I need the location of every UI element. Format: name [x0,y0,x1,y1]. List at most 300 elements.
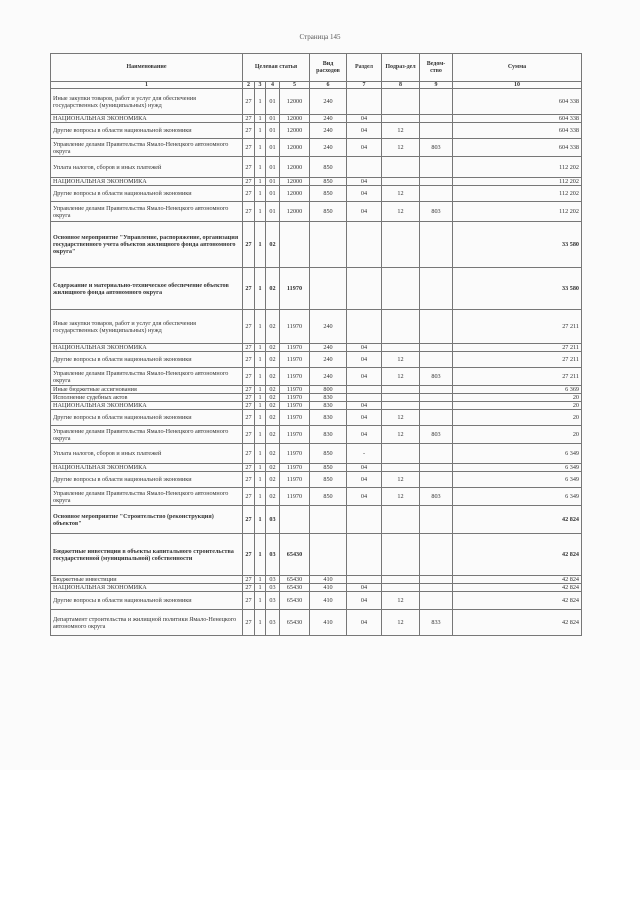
target-code-direction: 11970 [280,402,310,410]
target-code-event: 03 [266,534,280,576]
expense-type: 850 [310,157,347,178]
target-code-event: 02 [266,394,280,402]
department-code [420,444,453,464]
row-name: Другие вопросы в области национальной экономики [51,186,243,202]
target-code-direction: 11970 [280,410,310,426]
target-code-event: 02 [266,472,280,488]
target-code-event: 03 [266,610,280,636]
table-row [51,202,582,222]
table-row [51,222,582,268]
department-code [420,506,453,534]
table-row [51,139,582,157]
row-name: Другие вопросы в области национальной экономики [51,123,243,139]
section-code [347,576,382,584]
row-sum: 604 338 [453,139,582,157]
section-code: 04 [347,368,382,386]
expense-type [310,506,347,534]
target-code-event: 02 [266,222,280,268]
target-code-direction: 65430 [280,534,310,576]
target-code-subprogram: 1 [255,310,266,344]
target-code-subprogram: 1 [255,268,266,310]
section-code [347,268,382,310]
row-sum: 42 824 [453,576,582,584]
target-code-program: 27 [243,444,255,464]
target-code-subprogram: 1 [255,576,266,584]
department-code [420,310,453,344]
target-code-subprogram: 1 [255,123,266,139]
target-code-event: 01 [266,202,280,222]
target-code-direction: 11970 [280,426,310,444]
subsection-code [382,386,420,394]
target-code-program: 27 [243,368,255,386]
section-code: 04 [347,344,382,352]
subsection-code [382,89,420,115]
section-code [347,386,382,394]
target-code-subprogram: 1 [255,368,266,386]
section-code: 04 [347,123,382,139]
subsection-code [382,115,420,123]
department-code [420,584,453,592]
row-sum: 42 824 [453,534,582,576]
row-sum: 42 824 [453,592,582,610]
row-name: Уплата налогов, сборов и иных платежей [51,157,243,178]
department-code [420,592,453,610]
row-sum: 27 211 [453,310,582,344]
department-code [420,534,453,576]
target-code-direction: 65430 [280,610,310,636]
row-sum: 42 824 [453,506,582,534]
target-code-subprogram: 1 [255,506,266,534]
target-code-program: 27 [243,584,255,592]
table-row [51,488,582,506]
target-code-program: 27 [243,202,255,222]
row-name: Другие вопросы в области национальной экономики [51,592,243,610]
section-code: 04 [347,186,382,202]
col-number: 5 [280,82,310,89]
table-row [51,157,582,178]
target-code-subprogram: 1 [255,202,266,222]
department-code [420,222,453,268]
subsection-code [382,464,420,472]
budget-table [50,53,582,636]
target-code-direction: 11970 [280,268,310,310]
table-row [51,368,582,386]
expense-type: 240 [310,123,347,139]
section-code: 04 [347,610,382,636]
subsection-code: 12 [382,352,420,368]
target-code-direction: 11970 [280,310,310,344]
subsection-code: 12 [382,123,420,139]
table-row [51,268,582,310]
section-code: 04 [347,410,382,426]
section-code: 04 [347,115,382,123]
table-row [51,386,582,394]
table-row [51,506,582,534]
table-row [51,410,582,426]
expense-type: 240 [310,139,347,157]
department-code [420,352,453,368]
row-sum: 112 202 [453,178,582,186]
expense-type: 830 [310,402,347,410]
expense-type: 240 [310,368,347,386]
row-sum: 27 211 [453,344,582,352]
expense-type: 850 [310,186,347,202]
col-number: 8 [382,82,420,89]
target-code-program: 27 [243,123,255,139]
target-code-program: 27 [243,488,255,506]
target-code-direction: 12000 [280,157,310,178]
row-name: НАЦИОНАЛЬНАЯ ЭКОНОМИКА [51,178,243,186]
subsection-code [382,402,420,410]
target-code-subprogram: 1 [255,386,266,394]
department-code: 803 [420,139,453,157]
target-code-direction: 12000 [280,186,310,202]
target-code-direction: 65430 [280,584,310,592]
table-row [51,310,582,344]
target-code-event: 03 [266,506,280,534]
department-code [420,123,453,139]
target-code-event: 01 [266,123,280,139]
row-sum: 6 369 [453,386,582,394]
row-sum: 33 580 [453,268,582,310]
row-name: Управление делами Правительства Ямало-Ненецкого автономного округа [51,139,243,157]
row-name: Основное мероприятие "Строительство (реконструкция) объектов" [51,506,243,534]
target-code-program: 27 [243,394,255,402]
table-row [51,344,582,352]
row-sum: 42 824 [453,610,582,636]
expense-type: 410 [310,576,347,584]
header-type: Вид расходов [310,54,347,82]
target-code-event: 03 [266,592,280,610]
subsection-code [382,310,420,344]
header-subsection: Подраз-дел [382,54,420,82]
target-code-direction: 12000 [280,89,310,115]
table-row [51,444,582,464]
target-code-direction: 12000 [280,139,310,157]
column-number-row [51,82,582,89]
col-number: 4 [266,82,280,89]
target-code-subprogram: 1 [255,344,266,352]
section-code: - [347,444,382,464]
target-code-subprogram: 1 [255,394,266,402]
target-code-subprogram: 1 [255,488,266,506]
section-code: 04 [347,402,382,410]
subsection-code [382,394,420,402]
table-row [51,115,582,123]
row-sum: 604 338 [453,123,582,139]
subsection-code [382,576,420,584]
target-code-subprogram: 1 [255,402,266,410]
target-code-direction: 65430 [280,576,310,584]
table-row [51,584,582,592]
target-code-direction [280,506,310,534]
row-sum: 112 202 [453,186,582,202]
target-code-program: 27 [243,178,255,186]
target-code-program: 27 [243,157,255,178]
department-code: 803 [420,426,453,444]
table-row [51,610,582,636]
target-code-direction: 65430 [280,592,310,610]
department-code [420,386,453,394]
row-name: НАЦИОНАЛЬНАЯ ЭКОНОМИКА [51,584,243,592]
target-code-program: 27 [243,464,255,472]
target-code-event: 01 [266,178,280,186]
row-name: Основное мероприятие "Управление, распоряжение, организация государственного учета объектов жилищного фонда автономного округа" [51,222,243,268]
expense-type: 850 [310,472,347,488]
row-sum: 42 824 [453,584,582,592]
target-code-program: 27 [243,352,255,368]
page-label: Страница 145 [299,33,341,41]
target-code-program: 27 [243,426,255,444]
row-sum: 112 202 [453,202,582,222]
row-sum: 604 338 [453,115,582,123]
expense-type [310,222,347,268]
row-name: НАЦИОНАЛЬНАЯ ЭКОНОМИКА [51,115,243,123]
row-sum: 20 [453,410,582,426]
target-code-direction: 11970 [280,344,310,352]
expense-type: 850 [310,488,347,506]
subsection-code [382,444,420,464]
target-code-direction: 11970 [280,394,310,402]
table-row [51,89,582,115]
target-code-program: 27 [243,576,255,584]
table-row [51,592,582,610]
department-code [420,394,453,402]
col-number: 9 [420,82,453,89]
expense-type: 850 [310,444,347,464]
section-code: 04 [347,488,382,506]
row-sum: 6 349 [453,472,582,488]
subsection-code: 12 [382,186,420,202]
expense-type: 240 [310,352,347,368]
table-row [51,186,582,202]
target-code-subprogram: 1 [255,592,266,610]
department-code [420,410,453,426]
department-code [420,186,453,202]
target-code-direction: 12000 [280,202,310,222]
subsection-code: 12 [382,410,420,426]
subsection-code: 12 [382,202,420,222]
target-code-event: 02 [266,402,280,410]
row-sum: 6 349 [453,488,582,506]
department-code: 803 [420,202,453,222]
target-code-subprogram: 1 [255,584,266,592]
row-sum: 27 211 [453,368,582,386]
subsection-code [382,344,420,352]
row-name: Управление делами Правительства Ямало-Ненецкого автономного округа [51,202,243,222]
target-code-subprogram: 1 [255,89,266,115]
target-code-program: 27 [243,506,255,534]
section-code: 04 [347,464,382,472]
expense-type: 240 [310,115,347,123]
target-code-event: 01 [266,157,280,178]
row-name: Другие вопросы в области национальной экономики [51,410,243,426]
row-name: Другие вопросы в области национальной экономики [51,352,243,368]
subsection-code: 12 [382,472,420,488]
row-sum: 20 [453,426,582,444]
section-code: 04 [347,202,382,222]
subsection-code [382,506,420,534]
department-code [420,268,453,310]
subsection-code [382,584,420,592]
expense-type: 850 [310,464,347,472]
target-code-subprogram: 1 [255,157,266,178]
header-name: Наименование [51,54,243,82]
row-name: Управление делами Правительства Ямало-Ненецкого автономного округа [51,368,243,386]
section-code [347,534,382,576]
header-dept: Ведом-ство [420,54,453,82]
expense-type: 850 [310,178,347,186]
target-code-subprogram: 1 [255,534,266,576]
target-code-event: 02 [266,464,280,472]
section-code [347,394,382,402]
row-name: Иные бюджетные ассигнования [51,386,243,394]
target-code-direction: 12000 [280,115,310,123]
department-code [420,178,453,186]
target-code-program: 27 [243,410,255,426]
target-code-subprogram: 1 [255,352,266,368]
target-code-program: 27 [243,268,255,310]
row-name: Управление делами Правительства Ямало-Ненецкого автономного округа [51,488,243,506]
target-code-program: 27 [243,222,255,268]
department-code: 803 [420,368,453,386]
target-code-program: 27 [243,186,255,202]
section-code [347,310,382,344]
target-code-program: 27 [243,592,255,610]
expense-type: 830 [310,410,347,426]
row-sum: 6 349 [453,444,582,464]
col-number: 10 [453,82,582,89]
subsection-code [382,178,420,186]
target-code-direction: 11970 [280,368,310,386]
table-row [51,352,582,368]
subsection-code: 12 [382,592,420,610]
target-code-event: 01 [266,139,280,157]
subsection-code [382,222,420,268]
target-code-subprogram: 1 [255,410,266,426]
row-name: Управление делами Правительства Ямало-Ненецкого автономного округа [51,426,243,444]
target-code-direction: 11970 [280,386,310,394]
row-sum: 112 202 [453,157,582,178]
col-number: 1 [51,82,243,89]
target-code-direction: 11970 [280,488,310,506]
target-code-subprogram: 1 [255,464,266,472]
target-code-program: 27 [243,610,255,636]
table-row [51,576,582,584]
target-code-direction: 11970 [280,464,310,472]
expense-type: 410 [310,592,347,610]
target-code-direction: 11970 [280,472,310,488]
col-number: 7 [347,82,382,89]
expense-type: 800 [310,386,347,394]
department-code [420,89,453,115]
section-code [347,506,382,534]
target-code-program: 27 [243,534,255,576]
expense-type: 240 [310,344,347,352]
col-number: 2 [243,82,255,89]
target-code-subprogram: 1 [255,444,266,464]
target-code-subprogram: 1 [255,186,266,202]
target-code-event: 01 [266,89,280,115]
target-code-event: 03 [266,576,280,584]
section-code: 04 [347,584,382,592]
target-code-subprogram: 1 [255,139,266,157]
subsection-code: 12 [382,426,420,444]
expense-type: 850 [310,202,347,222]
department-code: 833 [420,610,453,636]
target-code-direction: 12000 [280,178,310,186]
expense-type: 410 [310,584,347,592]
target-code-event: 02 [266,444,280,464]
row-sum: 33 580 [453,222,582,268]
target-code-program: 27 [243,89,255,115]
row-name: НАЦИОНАЛЬНАЯ ЭКОНОМИКА [51,402,243,410]
table-body [51,89,582,636]
section-code [347,222,382,268]
row-name: Иные закупки товаров, работ и услуг для обеспечения государственных (муниципальных) нужд [51,310,243,344]
section-code: 04 [347,426,382,444]
target-code-subprogram: 1 [255,472,266,488]
subsection-code: 12 [382,610,420,636]
target-code-event: 02 [266,344,280,352]
expense-type [310,534,347,576]
header-sum: Сумма [453,54,582,82]
table-row [51,394,582,402]
table-row [51,464,582,472]
table-row [51,402,582,410]
subsection-code: 12 [382,139,420,157]
row-name: Исполнение судебных актов [51,394,243,402]
table-row [51,178,582,186]
target-code-event: 02 [266,410,280,426]
header-section: Раздел [347,54,382,82]
section-code: 04 [347,178,382,186]
section-code: 04 [347,472,382,488]
target-code-event: 02 [266,488,280,506]
row-name: Департамент строительства и жилищной политики Ямало-Ненецкого автономного округа [51,610,243,636]
row-name: Уплата налогов, сборов и иных платежей [51,444,243,464]
target-code-program: 27 [243,139,255,157]
department-code: 803 [420,488,453,506]
expense-type: 240 [310,310,347,344]
section-code: 04 [347,139,382,157]
target-code-event: 01 [266,186,280,202]
subsection-code: 12 [382,488,420,506]
row-sum: 20 [453,402,582,410]
department-code [420,157,453,178]
expense-type: 830 [310,394,347,402]
target-code-program: 27 [243,115,255,123]
target-code-event: 02 [266,426,280,444]
row-sum: 20 [453,394,582,402]
row-name: Бюджетные инвестиции [51,576,243,584]
row-sum: 604 338 [453,89,582,115]
department-code [420,472,453,488]
col-number: 3 [255,82,266,89]
subsection-code [382,268,420,310]
expense-type: 410 [310,610,347,636]
target-code-event: 02 [266,368,280,386]
row-name: Бюджетные инвестиции в объекты капитального строительства государственной (муниципальной) собственности [51,534,243,576]
section-code: 04 [347,352,382,368]
department-code [420,344,453,352]
col-number: 6 [310,82,347,89]
row-sum: 27 211 [453,352,582,368]
table-row [51,534,582,576]
subsection-code [382,157,420,178]
department-code [420,464,453,472]
target-code-subprogram: 1 [255,426,266,444]
